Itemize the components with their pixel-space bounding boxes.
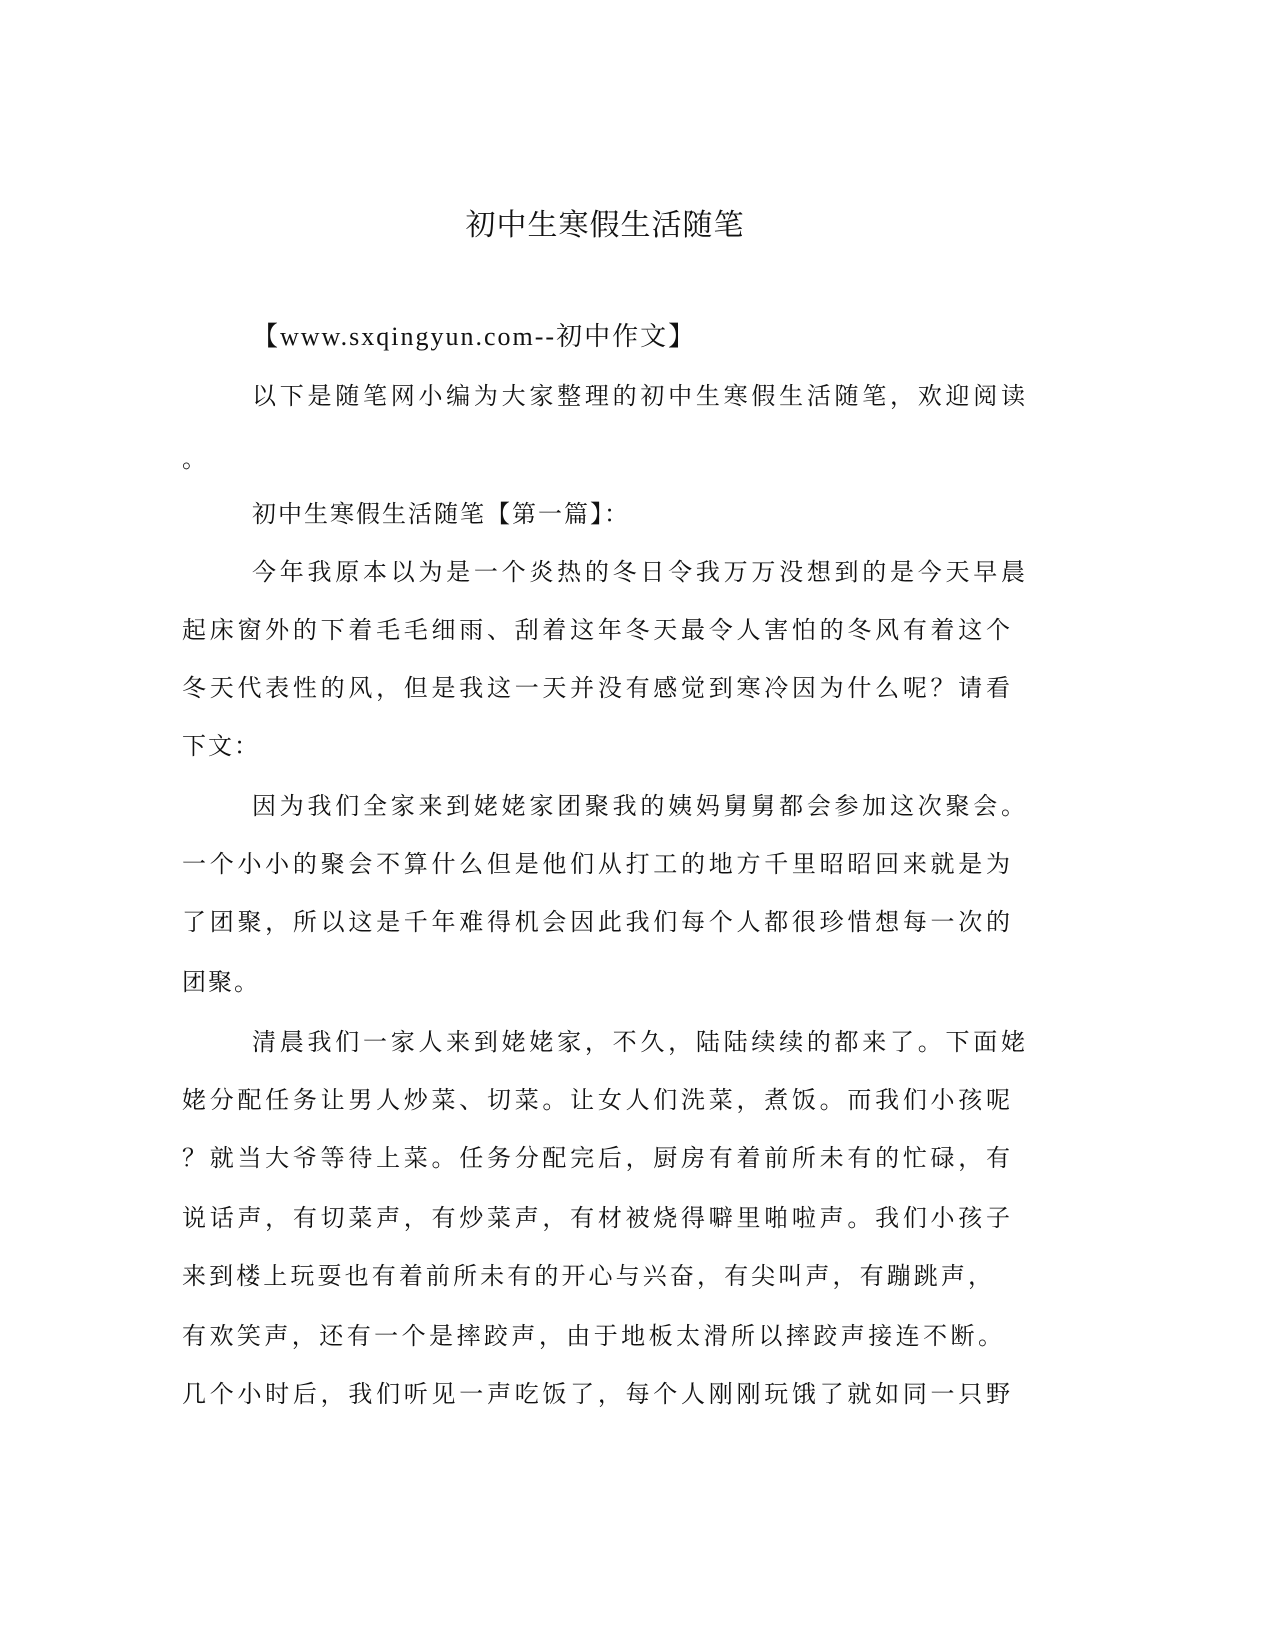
text-line: 一个小小的聚会不算什么但是他们从打工的地方千里昭昭回来就是为: [182, 850, 1010, 878]
text-line: 以下是随笔网小编为大家整理的初中生寒假生活随笔，欢迎阅读: [252, 382, 1025, 410]
document-title: 初中生寒假生活随笔: [465, 208, 745, 243]
text-line: 姥分配任务让男人炒菜、切菜。让女人们洗菜，煮饭。而我们小孩呢: [182, 1086, 1010, 1114]
source-line: 【www.sxqingyun.com--初中作文】: [252, 322, 697, 351]
text-line: 下文：: [182, 732, 260, 760]
text-line: 有欢笑声，还有一个是摔跤声，由于地板太滑所以摔跤声接连不断。: [182, 1322, 1002, 1350]
text-line: 因为我们全家来到姥姥家团聚我的姨妈舅舅都会参加这次聚会。: [252, 792, 1025, 820]
text-line: 起床窗外的下着毛毛细雨、刮着这年冬天最令人害怕的冬风有着这个: [182, 616, 1010, 644]
section-heading: 初中生寒假生活随笔【第一篇】：: [252, 500, 630, 528]
text-line: 了团聚，所以这是千年难得机会因此我们每个人都很珍惜想每一次的: [182, 908, 1010, 936]
text-line: 。: [182, 445, 208, 473]
text-line: 团聚。: [182, 968, 260, 996]
text-line: 今年我原本以为是一个炎热的冬日令我万万没想到的是今天早晨: [252, 558, 1025, 586]
text-line: 清晨我们一家人来到姥姥家，不久，陆陆续续的都来了。下面姥: [252, 1028, 1025, 1056]
text-line: 几个小时后，我们听见一声吃饭了，每个人刚刚玩饿了就如同一只野: [182, 1380, 1010, 1408]
text-line: 冬天代表性的风，但是我这一天并没有感觉到寒冷因为什么呢？请看: [182, 674, 1010, 702]
text-line: 来到楼上玩耍也有着前所未有的开心与兴奋，有尖叫声，有蹦跳声，: [182, 1262, 992, 1290]
text-line: 说话声，有切菜声，有炒菜声，有材被烧得噼里啪啦声。我们小孩子: [182, 1204, 1010, 1232]
text-line: ？就当大爷等待上菜。任务分配完后，厨房有着前所未有的忙碌，有: [182, 1144, 1010, 1172]
